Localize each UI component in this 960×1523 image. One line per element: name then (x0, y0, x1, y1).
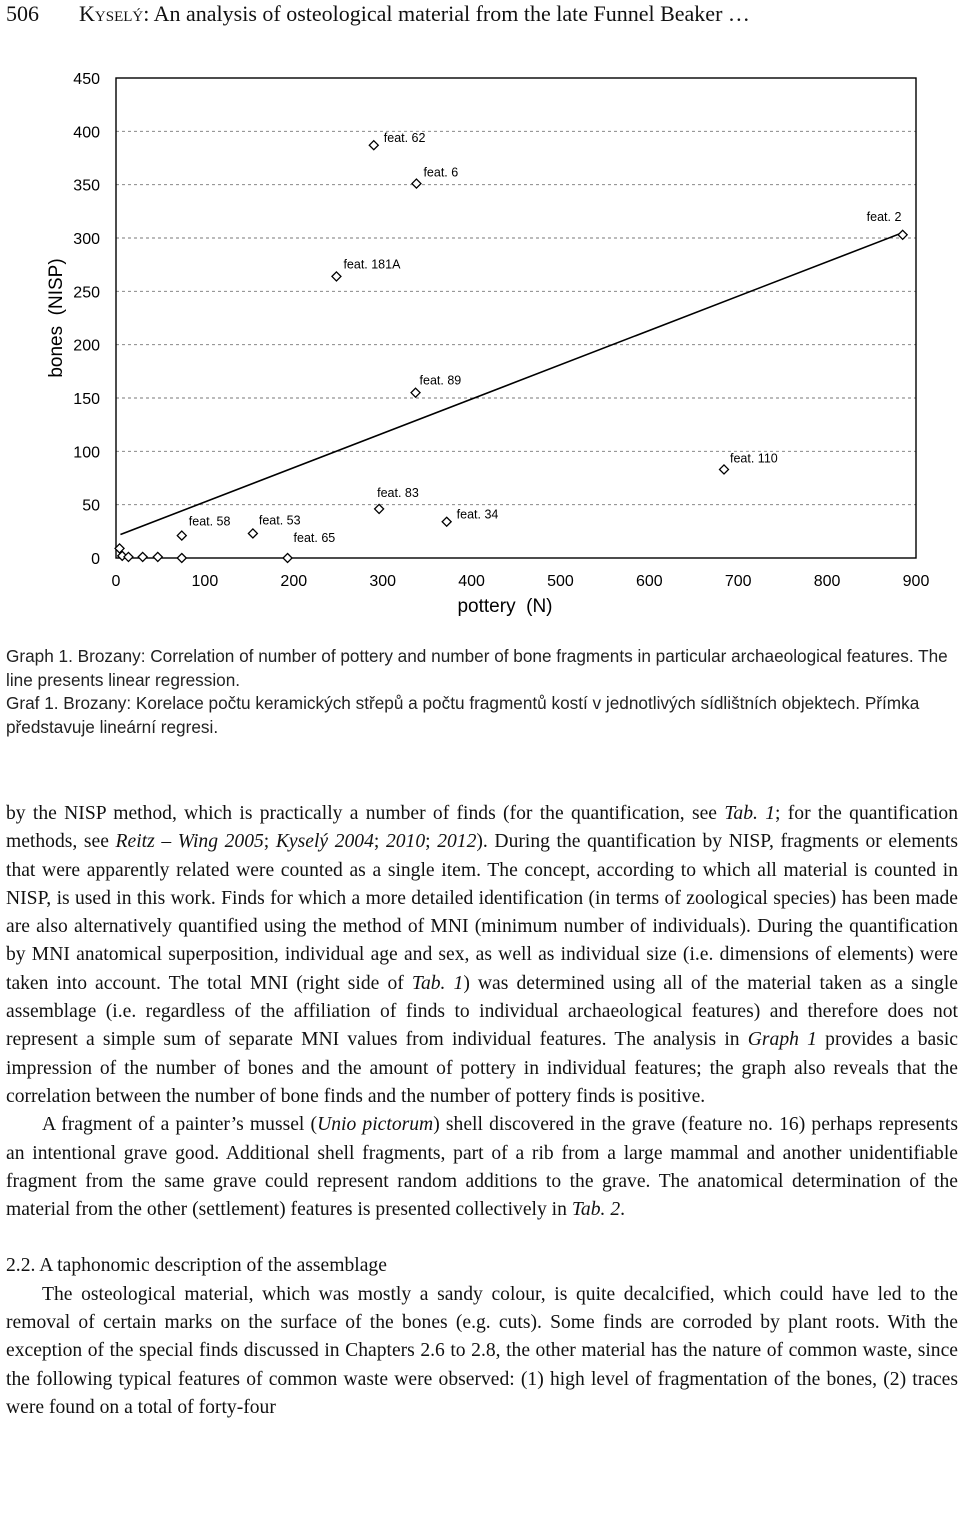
text-run: ) was determined using all of the material taken as a single assemblage (i.e. regardless of the affiliation of finds to individual archaeological features) and therefore does not represent a simple sum of separate MNI values from individual features. The analysis in (6, 972, 958, 1051)
table-ref: Tab. 2 (571, 1199, 621, 1221)
data-point-label: feat. 83 (377, 485, 419, 500)
data-point-marker (412, 179, 421, 188)
page-number: 506 (6, 1, 39, 26)
text-run: ; (425, 831, 438, 853)
x-tick-label: 400 (458, 573, 485, 590)
data-points (115, 131, 907, 562)
citation: Kyselý 2004 (275, 831, 374, 853)
text-run: provides a basic impression of the number of bones and the amount of pottery in individual features; the graph also reveals that the correlation between the number of bone finds and the number of pottery finds is positive. (6, 1029, 958, 1107)
paragraph-taphonomy: The osteological material, which was mostly a sandy colour, is quite decalcified, which could have led to the removal of certain marks on the surface of the bones (e.g. cuts). Some finds are corroded by plant roots. With the exception of the special finds discussed in Chapters 2.6 to 2.8, the other material has the nature of common waste, since the following typical features of common waste were observed: (1) high level of fragmentation of the bones, (2) traces were found on a total of forty-four (6, 1283, 958, 1418)
data-point-marker (375, 504, 384, 513)
x-tick-label: 700 (724, 573, 752, 590)
running-header (6, 0, 956, 30)
x-axis-label: pottery (N) (457, 596, 553, 617)
data-point-marker (177, 531, 186, 540)
paragraph-nisp (6, 800, 958, 1111)
text-run: . (620, 1199, 626, 1221)
text-run: ). During the quantification by NISP, fragments or elements that were apparently related were counted as a single item. The concept, according to which all material is counted in NISP, is used in this work. Finds for which a more detailed identification (in terms of zoological species) has been made are also alternatively quantified using the method of MNI (minimum number of individuals). During the quantification by MNI anatomical superposition, individual age and sex, as well as individual size (i.e. dimensions of elements) were taken into account. The total MNI (right side of (6, 831, 959, 994)
data-point-marker (138, 552, 147, 561)
paragraph-mussel (6, 1111, 958, 1224)
x-tick-label: 800 (813, 573, 841, 590)
text-run: ; (263, 831, 276, 853)
regression-line (120, 233, 902, 535)
data-point-label: feat. 6 (423, 165, 459, 180)
chart-gridlines (116, 131, 916, 504)
data-point-label: feat. 89 (419, 373, 462, 388)
y-tick-label: 250 (73, 284, 100, 302)
caption-english: Graph 1. Brozany: Correlation of number of pottery and number of bone fragments in particular archaeological features. The line presents linear regression. (6, 646, 948, 690)
y-tick-label: 150 (73, 391, 100, 408)
text-run: by the NISP method, which is practically a number of finds (for the quantification, see (6, 803, 725, 824)
data-point-marker (177, 554, 186, 563)
x-tick-label: 0 (111, 573, 121, 590)
data-point-label: feat. 53 (258, 513, 301, 528)
citation: 2012 (437, 831, 477, 853)
plot-frame (116, 78, 916, 558)
data-point-marker (411, 388, 420, 397)
y-tick-label: 50 (82, 497, 100, 515)
data-point-marker (720, 465, 729, 474)
data-point-marker (369, 141, 378, 150)
y-tick-label: 200 (73, 337, 100, 355)
text-run: A fragment of a painter’s mussel ( (42, 1114, 318, 1136)
data-point-label: feat. 110 (730, 451, 778, 466)
data-point-marker (442, 517, 451, 526)
y-tick-label: 0 (91, 551, 100, 568)
x-tick-label: 900 (902, 573, 930, 590)
citation: Reitz – Wing 2005 (115, 831, 264, 853)
x-tick-label: 300 (369, 573, 397, 590)
x-tick-labels (112, 573, 930, 590)
y-tick-label: 100 (73, 444, 100, 462)
graph-ref: Graph 1 (747, 1029, 817, 1051)
data-point-marker (248, 529, 257, 538)
data-point-label: feat. 58 (188, 514, 231, 529)
article-body (6, 800, 958, 1422)
header-author: Kyselý (79, 1, 144, 26)
figure-caption (6, 645, 958, 739)
data-point-label: feat. 2 (866, 209, 902, 224)
text-run: ; for the quantification methods, see (6, 803, 958, 853)
x-tick-label: 200 (280, 573, 308, 590)
data-point-label: feat. 181A (343, 257, 401, 272)
y-tick-label: 350 (73, 177, 100, 195)
citation: 2010 (385, 831, 426, 853)
table-ref: Tab. 1 (411, 972, 464, 994)
y-tick-label: 300 (73, 231, 100, 248)
text-run: ) shell discovered in the grave (feature no. 16) perhaps represents an intentional grave good. Additional shell fragments, part of a rib from a large mammal and another unidentifiable fragment from the same grave could represent random additions to the grave. The anatomical determination of the material from the other (settlement) features is presented collectively in (6, 1114, 958, 1221)
x-tick-label: 600 (635, 573, 663, 590)
y-tick-label: 450 (73, 71, 100, 88)
species-name: Unio pictorum (317, 1114, 434, 1136)
y-tick-labels (73, 71, 100, 568)
text-run: ; (373, 831, 386, 853)
caption-czech: Graf 1. Brozany: Korelace počtu keramických střepů a počtu fragmentů kostí v jednotlivých sídlištních objektech. Přímka představuje lineární regresi. (6, 693, 920, 737)
data-point-marker (153, 552, 162, 561)
data-point-marker (283, 554, 292, 563)
header-title: : An analysis of osteological material from the late Funnel Beaker … (143, 1, 750, 26)
data-point-marker (332, 272, 341, 281)
x-tick-label: 100 (191, 573, 219, 590)
table-ref: Tab. 1 (724, 803, 776, 824)
y-axis-label: bones (NISP) (46, 258, 67, 378)
x-tick-label: 500 (547, 573, 574, 590)
scatter-chart (0, 60, 960, 630)
data-point-label: feat. 65 (293, 531, 336, 545)
data-point-label: feat. 62 (383, 131, 426, 146)
data-point-label: feat. 34 (456, 507, 499, 522)
data-point-marker (898, 230, 907, 239)
y-tick-label: 400 (73, 124, 100, 142)
section-heading: 2.2. A taphonomic description of the assemblage (6, 1255, 387, 1277)
